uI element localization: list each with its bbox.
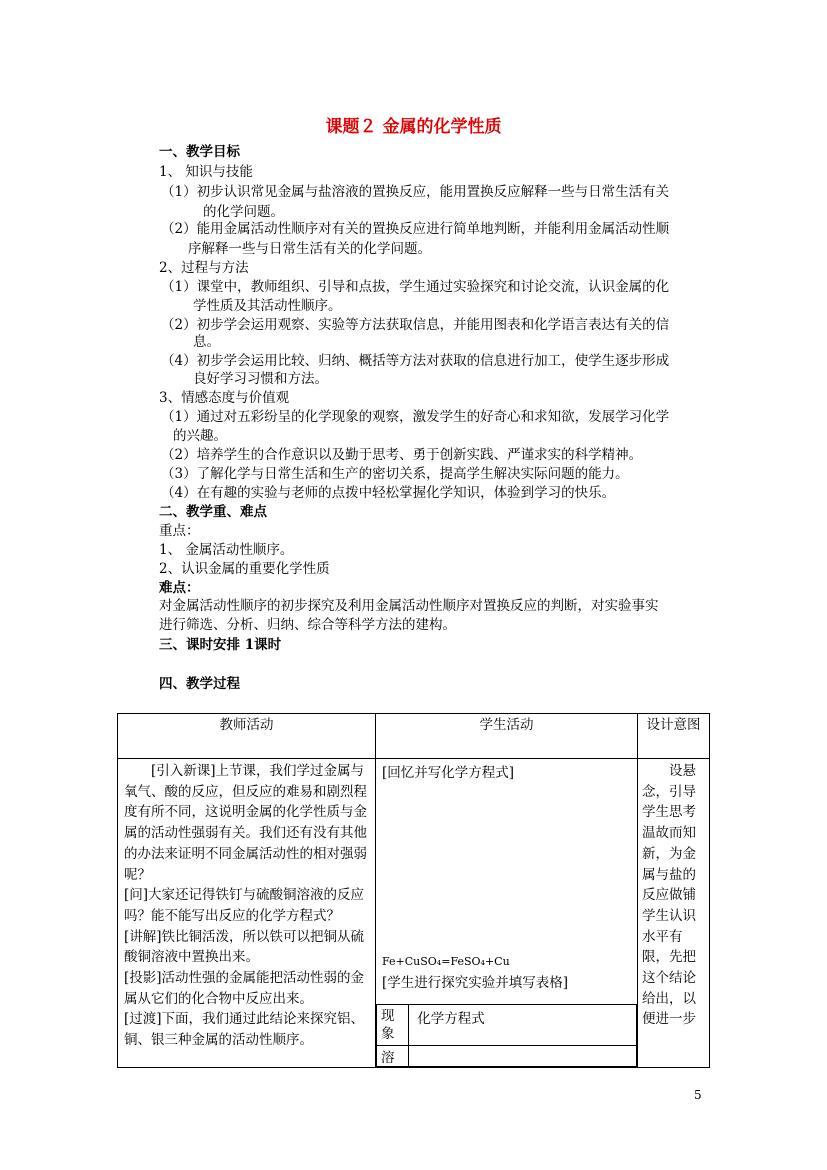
text-line: 的化学问题。 <box>203 204 284 220</box>
subsection-heading: 3、情感态度与价值观 <box>159 390 290 406</box>
text-line: 学性质及其活动性顺序。 <box>193 298 342 314</box>
text-line: （1）课堂中，教师组织、引导和点拔，学生通过实验探究和讨论交流，认识金属的化 <box>161 279 670 295</box>
teacher-activity-cell <box>118 759 376 1068</box>
section-heading: 二、教学重、难点 <box>159 504 267 520</box>
chemical-equation: Fe+CuSO₄=FeSO₄+Cu <box>382 955 510 968</box>
text-line: 良好学习习惯和方法。 <box>193 371 328 387</box>
student-prompt: [回忆并写化学方程式] <box>382 765 515 781</box>
section-heading: 三、课时安排 1课时 <box>159 637 282 653</box>
text-line: 息。 <box>193 334 220 350</box>
header-student: 学生活动 <box>376 714 638 759</box>
design-text: 设悬念，引导学生思考温故而知新，为金属与盐的反应做铺学生认识水平有限，先把这个结论给出，以便进一步 <box>642 763 696 1028</box>
equation-label: 化学方程式 <box>409 1005 637 1046</box>
design-intent-cell <box>638 759 710 1068</box>
teacher-paragraph: [讲解]铁比铜活泼，所以铁可以把铜从硫酸铜溶液中置换出来。 <box>124 928 365 966</box>
document-title: 课题２ 金属的化学性质 <box>325 117 502 137</box>
solution-label: 溶 <box>377 1046 409 1067</box>
student-activity-cell <box>376 759 638 1068</box>
teacher-paragraph: [过渡]下面，我们通过此结论来探究铝、铜、银三种金属的活动性顺序。 <box>124 1011 365 1049</box>
section-heading: 四、教学过程 <box>159 676 240 692</box>
teacher-paragraph: [投影]活动性强的金属能把活动性弱的金属从它们的化合物中反应出来。 <box>124 970 365 1007</box>
text-line: 重点： <box>159 523 200 539</box>
text-line: （4）在有趣的实验与老师的点拨中轻松掌握化学知识，体验到学习的快乐。 <box>161 485 616 501</box>
text-line: （2）初步学会运用观察、实验等方法获取信息，并能用图表和化学语言表达有关的信 <box>161 317 670 333</box>
teaching-process-table <box>117 713 710 1068</box>
text-line: （3）了解化学与日常生活和生产的密切关系，提高学生解决实际问题的能力。 <box>161 466 629 482</box>
empty-cell <box>409 1046 637 1067</box>
teacher-paragraph: [引入新课]上节课，我们学过金属与氧气、酸的反应，但反应的难易和剧烈程度有所不同，这说明金属的化学性质与金属的活动性强弱有关。我们还有没有其他的办法来证明不同金属活动性的相对强弱呢？ <box>124 763 367 883</box>
experiment-table <box>376 1004 637 1067</box>
subsection-heading: 2、过程与方法 <box>159 260 249 276</box>
student-note: [学生进行探究实验并填写表格] <box>382 975 569 991</box>
text-line: （2）培养学生的合作意识以及勤于思考、勇于创新实践、严谨求实的科学精神。 <box>161 447 643 463</box>
text-line: （1）初步认识常见金属与盐溶液的置换反应，能用置换反应解释一些与日常生活有关 <box>161 184 670 200</box>
teacher-paragraph: [问]大家还记得铁钉与硫酸铜溶液的反应吗？能不能写出反应的化学方程式？ <box>124 887 365 924</box>
text-line: 的兴趣。 <box>173 428 227 444</box>
text-line: （2）能用金属活动性顺序对有关的置换反应进行简单地判断，并能利用金属活动性顺 <box>161 221 670 237</box>
subsection-heading: 1、 知识与技能 <box>159 164 253 180</box>
header-teacher: 教师活动 <box>118 714 376 759</box>
text-line: 1、 金属活动性顺序。 <box>159 542 294 558</box>
text-line: 难点： <box>159 580 200 596</box>
text-line: 对金属活动性顺序的初步探究及利用金属活动性顺序对置换反应的判断，对实验事实 <box>159 598 659 614</box>
text-line: （4）初步学会运用比较、归纳、概括等方法对获取的信息进行加工，使学生逐步形成 <box>161 353 670 369</box>
observation-label: 现象 <box>377 1005 409 1046</box>
text-line: 2、认识金属的重要化学性质 <box>159 561 330 577</box>
section-heading: 一、教学目标 <box>159 144 240 160</box>
page-number: 5 <box>694 1088 702 1102</box>
text-line: 序解释一些与日常生活有关的化学问题。 <box>188 241 431 257</box>
text-line: 进行筛选、分析、归纳、综合等科学方法的建构。 <box>159 617 456 633</box>
text-line: （1）通过对五彩纷呈的化学现象的观察，激发学生的好奇心和求知欲，发展学习化学 <box>161 409 670 425</box>
header-design: 设计意图 <box>638 714 710 759</box>
